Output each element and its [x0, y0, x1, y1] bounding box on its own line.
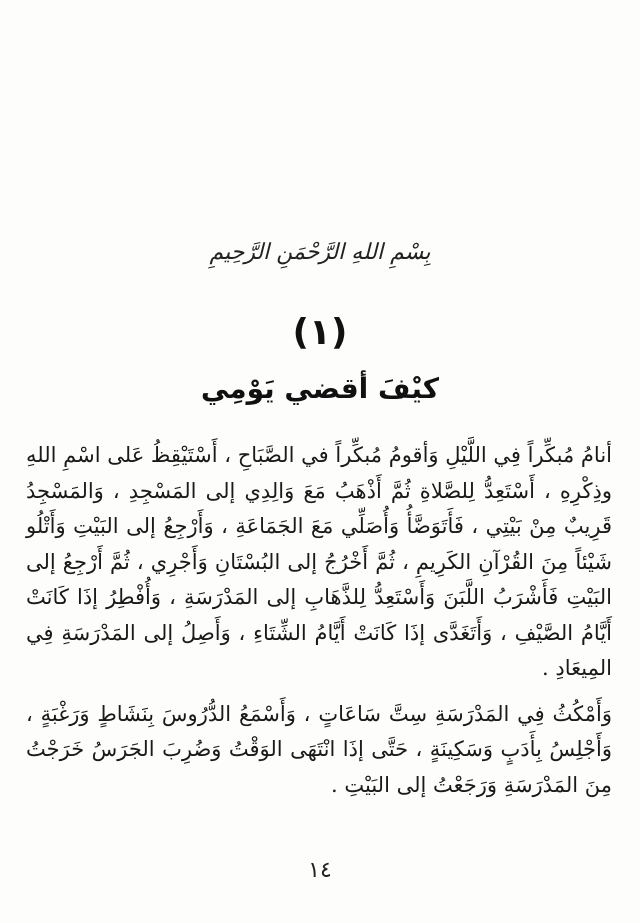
basmala-calligraphy — [209, 240, 430, 265]
basmala-header — [0, 240, 640, 265]
basmala-text: بِسْمِ اللهِ الرَّحْمَنِ الرَّحِيمِ — [209, 240, 431, 265]
lesson-title: كيْفَ أقضي يَوْمِي — [200, 372, 440, 405]
paragraph: وَأَمْكُثُ فِي المَدْرَسَةِ سِتَّ سَاعَاتٍ ، وَأَسْمَعُ الدُّرُوسَ بِنَشَاطٍ وَرَغْبَةٍ ، وَأَجْلِسُ بِأَدَبٍ وَسَكِينَةٍ ، حَتَّى إذَا انْتَهَى الوَقْتُ وَضُرِبَ الجَرَسُ خَرَجْتُ مِنَ المَدْرَسَةِ وَرَجَعْتُ إلى البَيْتِ . — [26, 701, 612, 797]
lesson-body — [26, 438, 612, 803]
page-number: ١٤ — [308, 858, 332, 883]
lesson-number: (١) — [292, 312, 348, 353]
paragraph: أنامُ مُبكِّراً فِي اللَّيْلِ وَأقومُ مُبكِّراً في الصَّبَاحِ ، أَسْتَيْقِظُ عَلى اسْمِ اللهِ وذِكْرِهِ ، أَسْتَعِدُّ لِلصَّلاةِ ثُمَّ أَذْهَبُ مَعَ وَالِدِي إلى المَسْجِدِ ، وَالمَسْجِدُ قَرِيبٌ مِنْ بَيْتِي ، فَأَتَوَضَّأُ وَأُصَلِّي مَعَ الجَمَاعَةِ ، وَأَرْجِعُ إلى البَيْتِ وَأَتْلُو شَيْئاً مِنَ القُرْآنِ الكَرِيمِ ، ثُمَّ أَخْرُجُ إلى البُسْتَانِ وَأَجْرِي ، ثُمَّ أَرْجِعُ إلى البَيْتِ فَأَشْرَبُ اللَّبَنَ وَأَسْتَعِدُّ لِلذَّهَابِ إلى المَدْرَسَةِ ، وَأُفْطِرُ إذَا كَانَتْ أَيَّامُ الصَّيْفِ ، وَأَتَغَدَّى إذَا كَانَتْ أَيَّامُ الشِّتَاءِ ، وَأَصِلُ إلى المَدْرَسَةِ فِي المِيعَادِ . — [26, 443, 612, 680]
